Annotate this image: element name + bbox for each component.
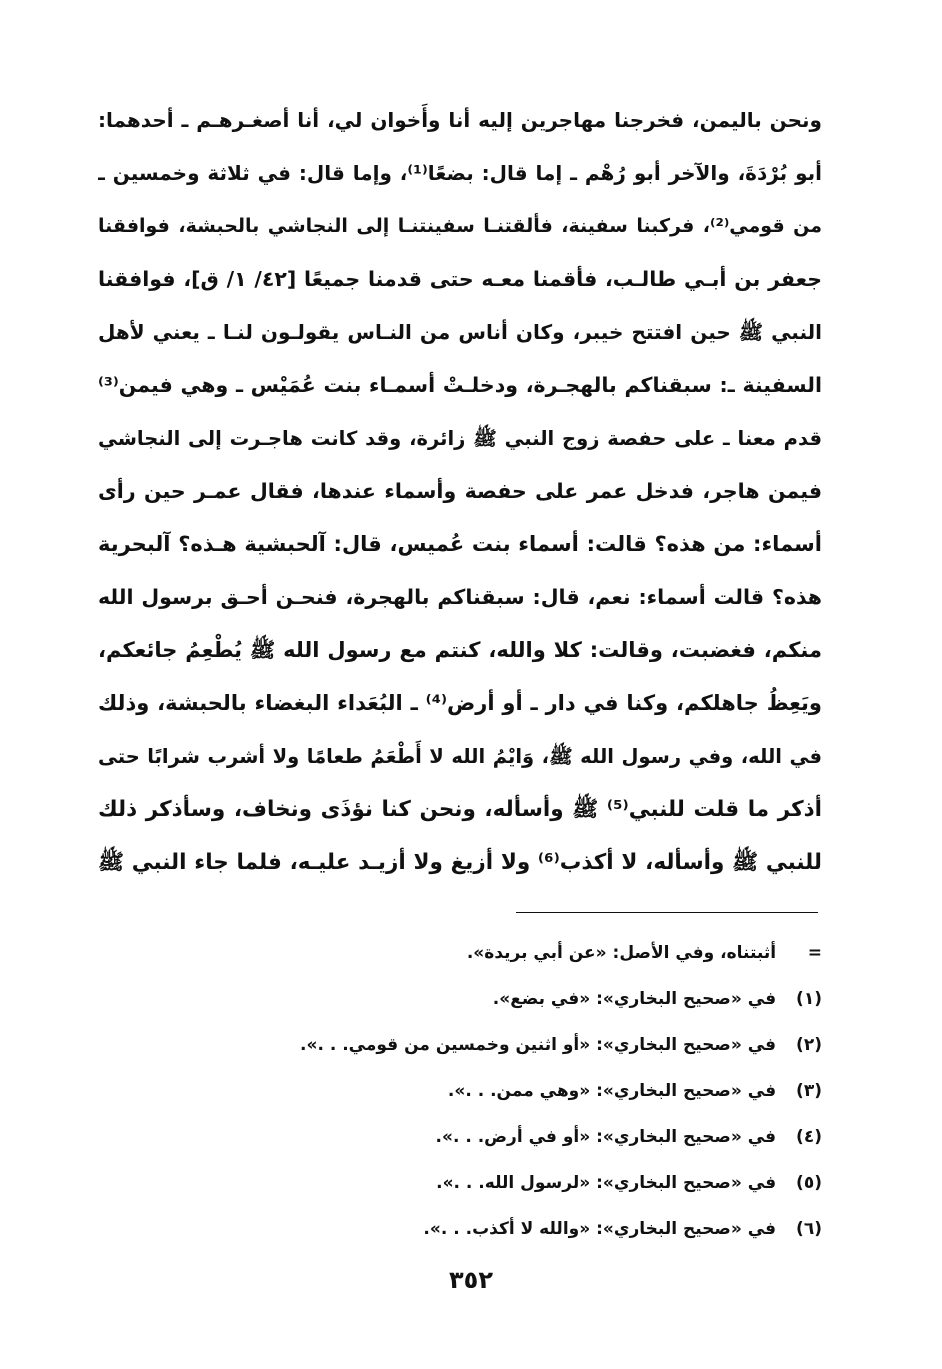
footnote-text: في «صحيح البخاري»: «في بضع». [492, 989, 777, 1009]
footnote-text: في «صحيح البخاري»: «أو اثنين وخمسين من قومي. . .». [300, 1035, 777, 1055]
body-line: أبو بُرْدَةَ، والآخر أبو رُهْم ـ إما قال: بضعًا⁽¹⁾، وإما قال: في ثلاثة وخمسين ـ [98, 161, 822, 185]
footnote [200, 1206, 822, 1252]
footnote-number: (٦) [796, 1219, 822, 1239]
body-line: ويَعِظُ جاهلكم، وكنا في دار ـ أو أرض⁽⁴⁾ ـ البُعَداء البغضاء بالحبشة، وذلك [98, 691, 822, 715]
body-line: هذه؟ قالت أسماء: نعم، قال: سبقناكم بالهجرة، فنحـن أحـق برسول الله [98, 585, 822, 609]
footnotes [200, 930, 822, 1252]
body-line: أذكر ما قلت للنبي⁽⁵⁾ ﷺ وأسأله، ونحن كنا نؤذَى ونخاف، وسأذكر ذلك [98, 797, 822, 822]
page-number: ٣٥٢ [449, 1266, 493, 1294]
footnote-number: (٤) [796, 1127, 822, 1147]
footnote-text: أثبتناه، وفي الأصل: «عن أبي بريدة». [466, 943, 777, 963]
footnote-text: في «صحيح البخاري»: «أو في أرض. . .». [435, 1127, 777, 1147]
body-line: للنبي ﷺ وأسأله، لا أكذب⁽⁶⁾ ولا أزيغ ولا أزيـد عليـه، فلما جاء النبي ﷺ [98, 850, 822, 875]
footnote-text: في «صحيح البخاري»: «وهي ممن. . .». [447, 1081, 777, 1101]
footnote-text: في «صحيح البخاري»: «لرسول الله. . .». [436, 1173, 777, 1193]
body-line: أسماء: من هذه؟ قالت: أسماء بنت عُميس، قال: آلحبشية هـذه؟ آلبحرية [98, 532, 822, 556]
body-line: منكم، فغضبت، وقالت: كلا والله، كنتم مع رسول الله ﷺ يُطْعِمُ جائعكم، [98, 638, 822, 662]
footnote-text: في «صحيح البخاري»: «والله لا أكذب. . .». [423, 1219, 777, 1239]
footnote [200, 976, 822, 1022]
footnote-number: = [807, 943, 822, 963]
footnote [200, 1068, 822, 1114]
body-line: قدم معنا ـ على حفصة زوج النبي ﷺ زائرة، وقد كانت هاجـرت إلى النجاشي [98, 427, 822, 450]
body-text [98, 94, 822, 889]
body-line: فيمن هاجر، فدخل عمر على حفصة وأسماء عندها، فقال عمـر حين رأى [98, 479, 822, 503]
body-line: من قومي⁽²⁾، فركبنا سفينة، فألقتنـا سفينتنـا إلى النجاشي بالحبشة، فوافقنا [98, 215, 822, 237]
footnote-separator [516, 912, 818, 913]
body-line: جعفر بن أبـي طالـب، فأقمنا معـه حتى قدمنا جميعًا [٤٢/ ١/ ق]، فوافقنا [98, 267, 822, 291]
footnote-number: (١) [796, 989, 822, 1009]
footnote [200, 1160, 822, 1206]
footnote [200, 930, 822, 976]
body-line: في الله، وفي رسول الله ﷺ، وَايْمُ الله لا أَطْعَمُ طعامًا ولا أشرب شرابًا حتى [98, 745, 822, 768]
footnote-number: (٢) [796, 1035, 822, 1055]
body-line: النبي ﷺ حين افتتح خيبر، وكان أناس من النـاس يقولـون لنـا ـ يعني لأهل [98, 320, 822, 344]
footnote [200, 1022, 822, 1068]
footnote-number: (٣) [796, 1081, 822, 1101]
body-line: ونحن باليمن، فخرجنا مهاجرين إليه أنا وأَخوان لي، أنا أصغـرهـم ـ أحدهما: [98, 108, 822, 132]
footnote-number: (٥) [796, 1173, 822, 1193]
body-line: السفينة ـ: سبقناكم بالهجـرة، ودخلـتْ أسمـاء بنت عُمَيْس ـ وهي فيمن⁽³⁾ [98, 373, 822, 397]
footnote [200, 1114, 822, 1160]
